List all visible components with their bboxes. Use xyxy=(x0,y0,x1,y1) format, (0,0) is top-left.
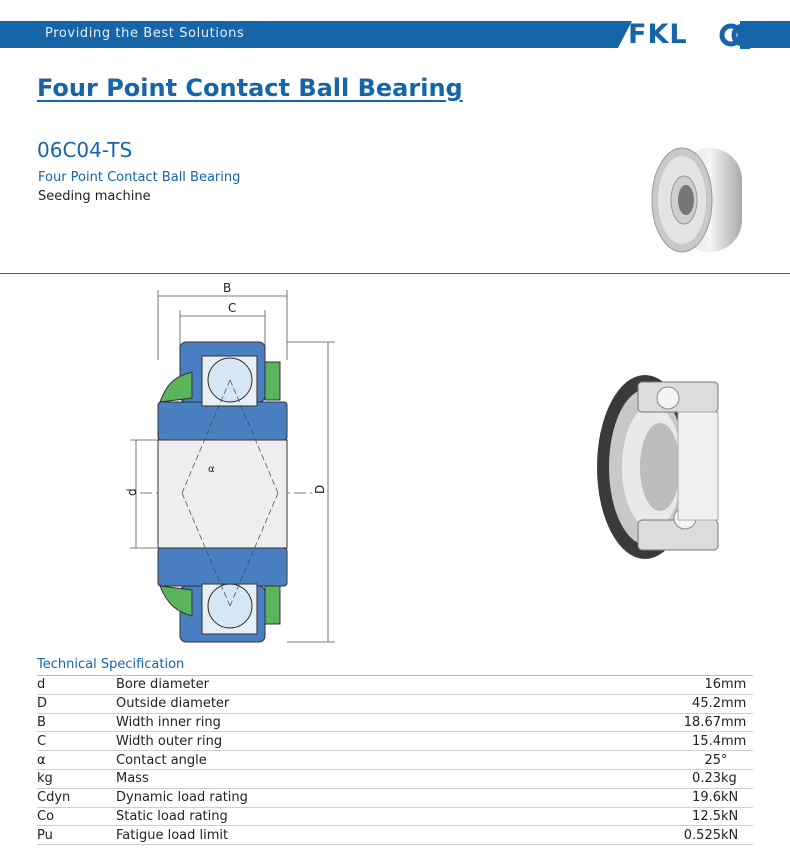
logo-wordmark: FKL xyxy=(628,19,688,50)
spec-symbol: C xyxy=(37,732,116,751)
label-D: D xyxy=(313,484,327,494)
part-number: 06C04-TS xyxy=(37,138,133,162)
spec-unit: kN xyxy=(721,826,753,845)
spec-name: Contact angle xyxy=(116,751,596,770)
label-alpha: α xyxy=(208,464,215,475)
spec-name: Width outer ring xyxy=(116,732,596,751)
product-photo xyxy=(640,140,750,255)
spec-name: Outside diameter xyxy=(116,694,596,713)
spec-symbol: Pu xyxy=(37,826,116,845)
spec-value: 12.5 xyxy=(596,807,721,826)
spec-name: Dynamic load rating xyxy=(116,788,596,807)
spec-symbol: B xyxy=(37,713,116,732)
technical-drawing xyxy=(120,280,350,650)
table-row xyxy=(37,713,753,732)
bearing-cutaway-render xyxy=(590,370,740,565)
spec-unit: mm xyxy=(721,676,753,695)
spec-unit: mm xyxy=(721,694,753,713)
table-row xyxy=(37,676,753,695)
spec-value: 19.6 xyxy=(596,788,721,807)
label-d: d xyxy=(125,488,139,496)
spec-unit: kN xyxy=(721,788,753,807)
brand-logo[interactable] xyxy=(600,19,750,49)
spec-symbol: Cdyn xyxy=(37,788,116,807)
table-row xyxy=(37,732,753,751)
table-row xyxy=(37,751,753,770)
spec-name: Mass xyxy=(116,769,596,788)
spec-value: 45.2 xyxy=(596,694,721,713)
spec-symbol: d xyxy=(37,676,116,695)
spec-value: 0.525 xyxy=(596,826,721,845)
spec-unit: ° xyxy=(721,751,753,770)
section-divider xyxy=(0,273,790,274)
spec-name: Width inner ring xyxy=(116,713,596,732)
spec-table xyxy=(37,675,753,845)
spec-name: Fatigue load limit xyxy=(116,826,596,845)
spec-symbol: Co xyxy=(37,807,116,826)
tagline: Providing the Best Solutions xyxy=(45,26,245,41)
spec-unit: kg xyxy=(721,769,753,788)
label-C: C xyxy=(228,301,237,315)
table-row xyxy=(37,807,753,826)
spec-value: 15.4 xyxy=(596,732,721,751)
table-row xyxy=(37,694,753,713)
spec-value: 18.67 xyxy=(596,713,721,732)
spec-value: 16 xyxy=(596,676,721,695)
spec-unit: kN xyxy=(721,807,753,826)
table-row xyxy=(37,769,753,788)
spec-symbol: kg xyxy=(37,769,116,788)
table-row xyxy=(37,826,753,845)
spec-unit: mm xyxy=(721,713,753,732)
spec-value: 25 xyxy=(596,751,721,770)
product-type: Four Point Contact Ball Bearing xyxy=(38,170,241,185)
spec-name: Static load rating xyxy=(116,807,596,826)
spec-name: Bore diameter xyxy=(116,676,596,695)
spec-unit: mm xyxy=(721,732,753,751)
table-row xyxy=(37,788,753,807)
spec-symbol: D xyxy=(37,694,116,713)
spec-heading: Technical Specification xyxy=(37,657,185,672)
spec-symbol: α xyxy=(37,751,116,770)
page-title: Four Point Contact Ball Bearing xyxy=(37,74,463,102)
label-B: B xyxy=(223,281,232,295)
spec-value: 0.23 xyxy=(596,769,721,788)
product-application: Seeding machine xyxy=(38,189,151,204)
